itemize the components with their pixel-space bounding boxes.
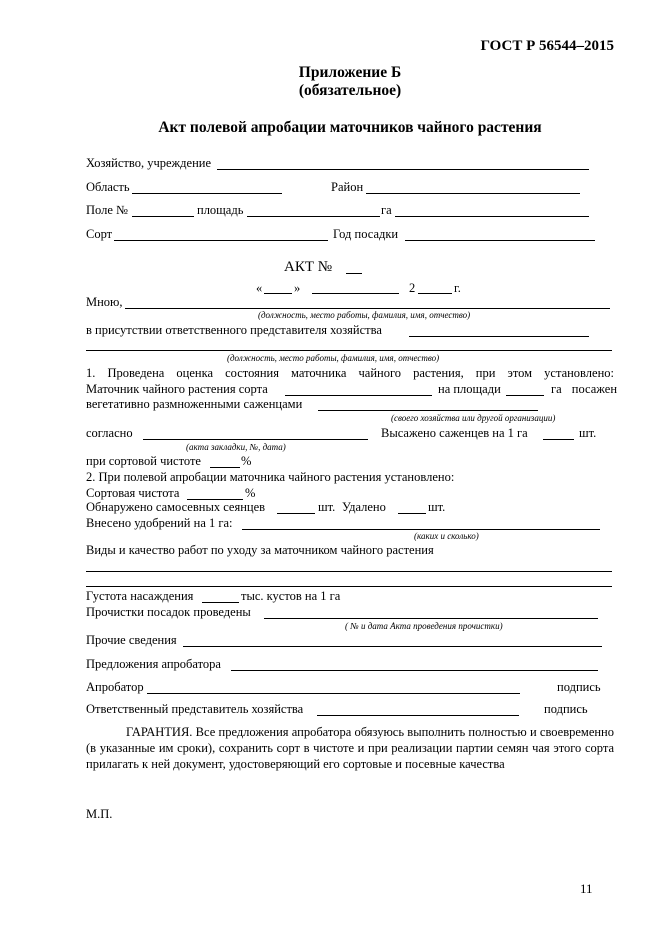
clearing-label: Прочистки посадок проведены [86,605,251,619]
purity-percent: % [241,454,252,468]
ha-line[interactable] [395,216,589,217]
district-label: Район [331,180,364,194]
document-title: Акт полевой апробации маточников чайного растения [158,119,542,136]
presence-label: в присутствии ответственного представителя хозяйства [86,323,382,337]
date-day-line[interactable] [264,293,292,294]
origin-line[interactable] [318,410,538,411]
other-label: Прочие сведения [86,633,177,647]
proposals-line[interactable] [231,670,598,671]
section1-intro: 1. Проведена оценка состояния маточника чайного растения, при этом установлено: [86,366,614,380]
varietal-purity-label: Сортовая чистота [86,486,180,500]
presence-line[interactable] [409,336,589,337]
area-line[interactable] [247,216,380,217]
inspector-line[interactable] [147,693,520,694]
standard-number: ГОСТ Р 56544–2015 [480,38,614,54]
section2-intro: 2. При полевой апробации маточника чайного растения установлено: [86,470,455,484]
cultivar-of-label: Маточник чайного растения сорта [86,382,268,396]
planted-per-ha-label: Высажено саженцев на 1 га [381,426,528,440]
planted-per-ha-line[interactable] [543,439,574,440]
pcs-label: шт. [579,426,597,440]
fertilizers-label: Внесено удобрений на 1 га: [86,516,233,530]
seal-label: М.П. [86,807,113,821]
date-close-quote: » [294,281,301,295]
removed-label: Удалено [342,500,386,514]
care-label: Виды и качество работ по уходу за маточником чайного растения [86,543,434,557]
guarantee-text: ГАРАНТИЯ. Все предложения апробатора обязуюсь выполнить полностью и своевременно (в указанные им сроки), сохранить сорт в чистоте и при реализации партии семян чая этого сорта прилагать к ней документ, удостоверяющий его сортовые и посевные качества [86,725,614,771]
planting-year-line[interactable] [405,240,595,241]
hint-origin: (своего хозяйства или другой организации) [391,413,556,423]
date-year-line[interactable] [418,293,452,294]
removed-line[interactable] [398,513,426,514]
cultivar-label: Сорт [86,227,113,241]
farm-rep-line[interactable] [317,715,519,716]
date-month-line[interactable] [312,293,399,294]
hint-position: (должность, место работы, фамилия, имя, отчество) [258,310,471,320]
cultivar-line[interactable] [114,240,328,241]
planting-year-label: Год посадки [333,227,399,241]
inspector-label: Апробатор [86,680,144,694]
planted-label: га посажен [551,382,618,396]
area-label: площадь [197,203,244,217]
cultivar-of-line[interactable] [285,395,432,396]
act-heading: АКТ № [284,259,333,275]
hint-position-2: (должность, место работы, фамилия, имя, отчество) [227,353,440,363]
hint-act: (акта закладки, №, дата) [186,442,286,452]
seedlings-line[interactable] [277,513,315,514]
field-label: Поле № [86,203,128,217]
density-label: Густота насаждения [86,589,194,603]
ha-label: га [381,203,392,217]
clearing-line[interactable] [264,618,598,619]
care-line-2[interactable] [86,586,612,587]
purity-label: при сортовой чистоте [86,454,201,468]
hint-fertilizers: (каких и сколько) [414,531,479,541]
according-line[interactable] [143,439,368,440]
by-me-label: Мною, [86,295,123,309]
removed-pcs: шт. [428,500,446,514]
date-open-quote: « [256,281,263,295]
page-number: 11 [580,881,593,896]
on-area-line[interactable] [506,395,544,396]
density-line[interactable] [202,602,239,603]
farm-rep-label: Ответственный представитель хозяйства [86,702,304,716]
purity-line[interactable] [210,467,240,468]
seedlings-label: Обнаружено самосевных сеянцев [86,500,266,514]
varietal-purity-percent: % [245,486,256,500]
farm-line[interactable] [217,169,589,170]
field-line[interactable] [132,216,194,217]
date-year-suffix: г. [454,281,461,295]
appendix-title: Приложение Б [298,64,402,81]
on-area-label: на площади [438,382,501,396]
representative-line[interactable] [86,350,612,351]
seedlings-pcs: шт. [318,500,336,514]
region-line[interactable] [132,193,282,194]
density-unit: тыс. кустов на 1 га [241,589,341,603]
inspector-signature: подпись [557,680,601,694]
date-year-prefix: 2 [409,281,416,295]
farm-label: Хозяйство, учреждение [86,156,211,170]
according-label: согласно [86,426,133,440]
appendix-subtitle: (обязательное) [298,82,402,99]
inspector-name-line[interactable] [125,308,610,309]
fertilizers-line[interactable] [242,529,600,530]
hint-clearing: ( № и дата Акта проведения прочистки) [345,621,503,631]
district-line[interactable] [366,193,580,194]
proposals-label: Предложения апробатора [86,657,221,671]
act-number-line[interactable] [346,273,362,274]
farm-rep-signature: подпись [544,702,588,716]
region-label: Область [86,180,130,194]
care-line-1[interactable] [86,571,612,572]
other-line[interactable] [183,646,602,647]
vegetative-label: вегетативно размноженными саженцами [86,397,303,411]
